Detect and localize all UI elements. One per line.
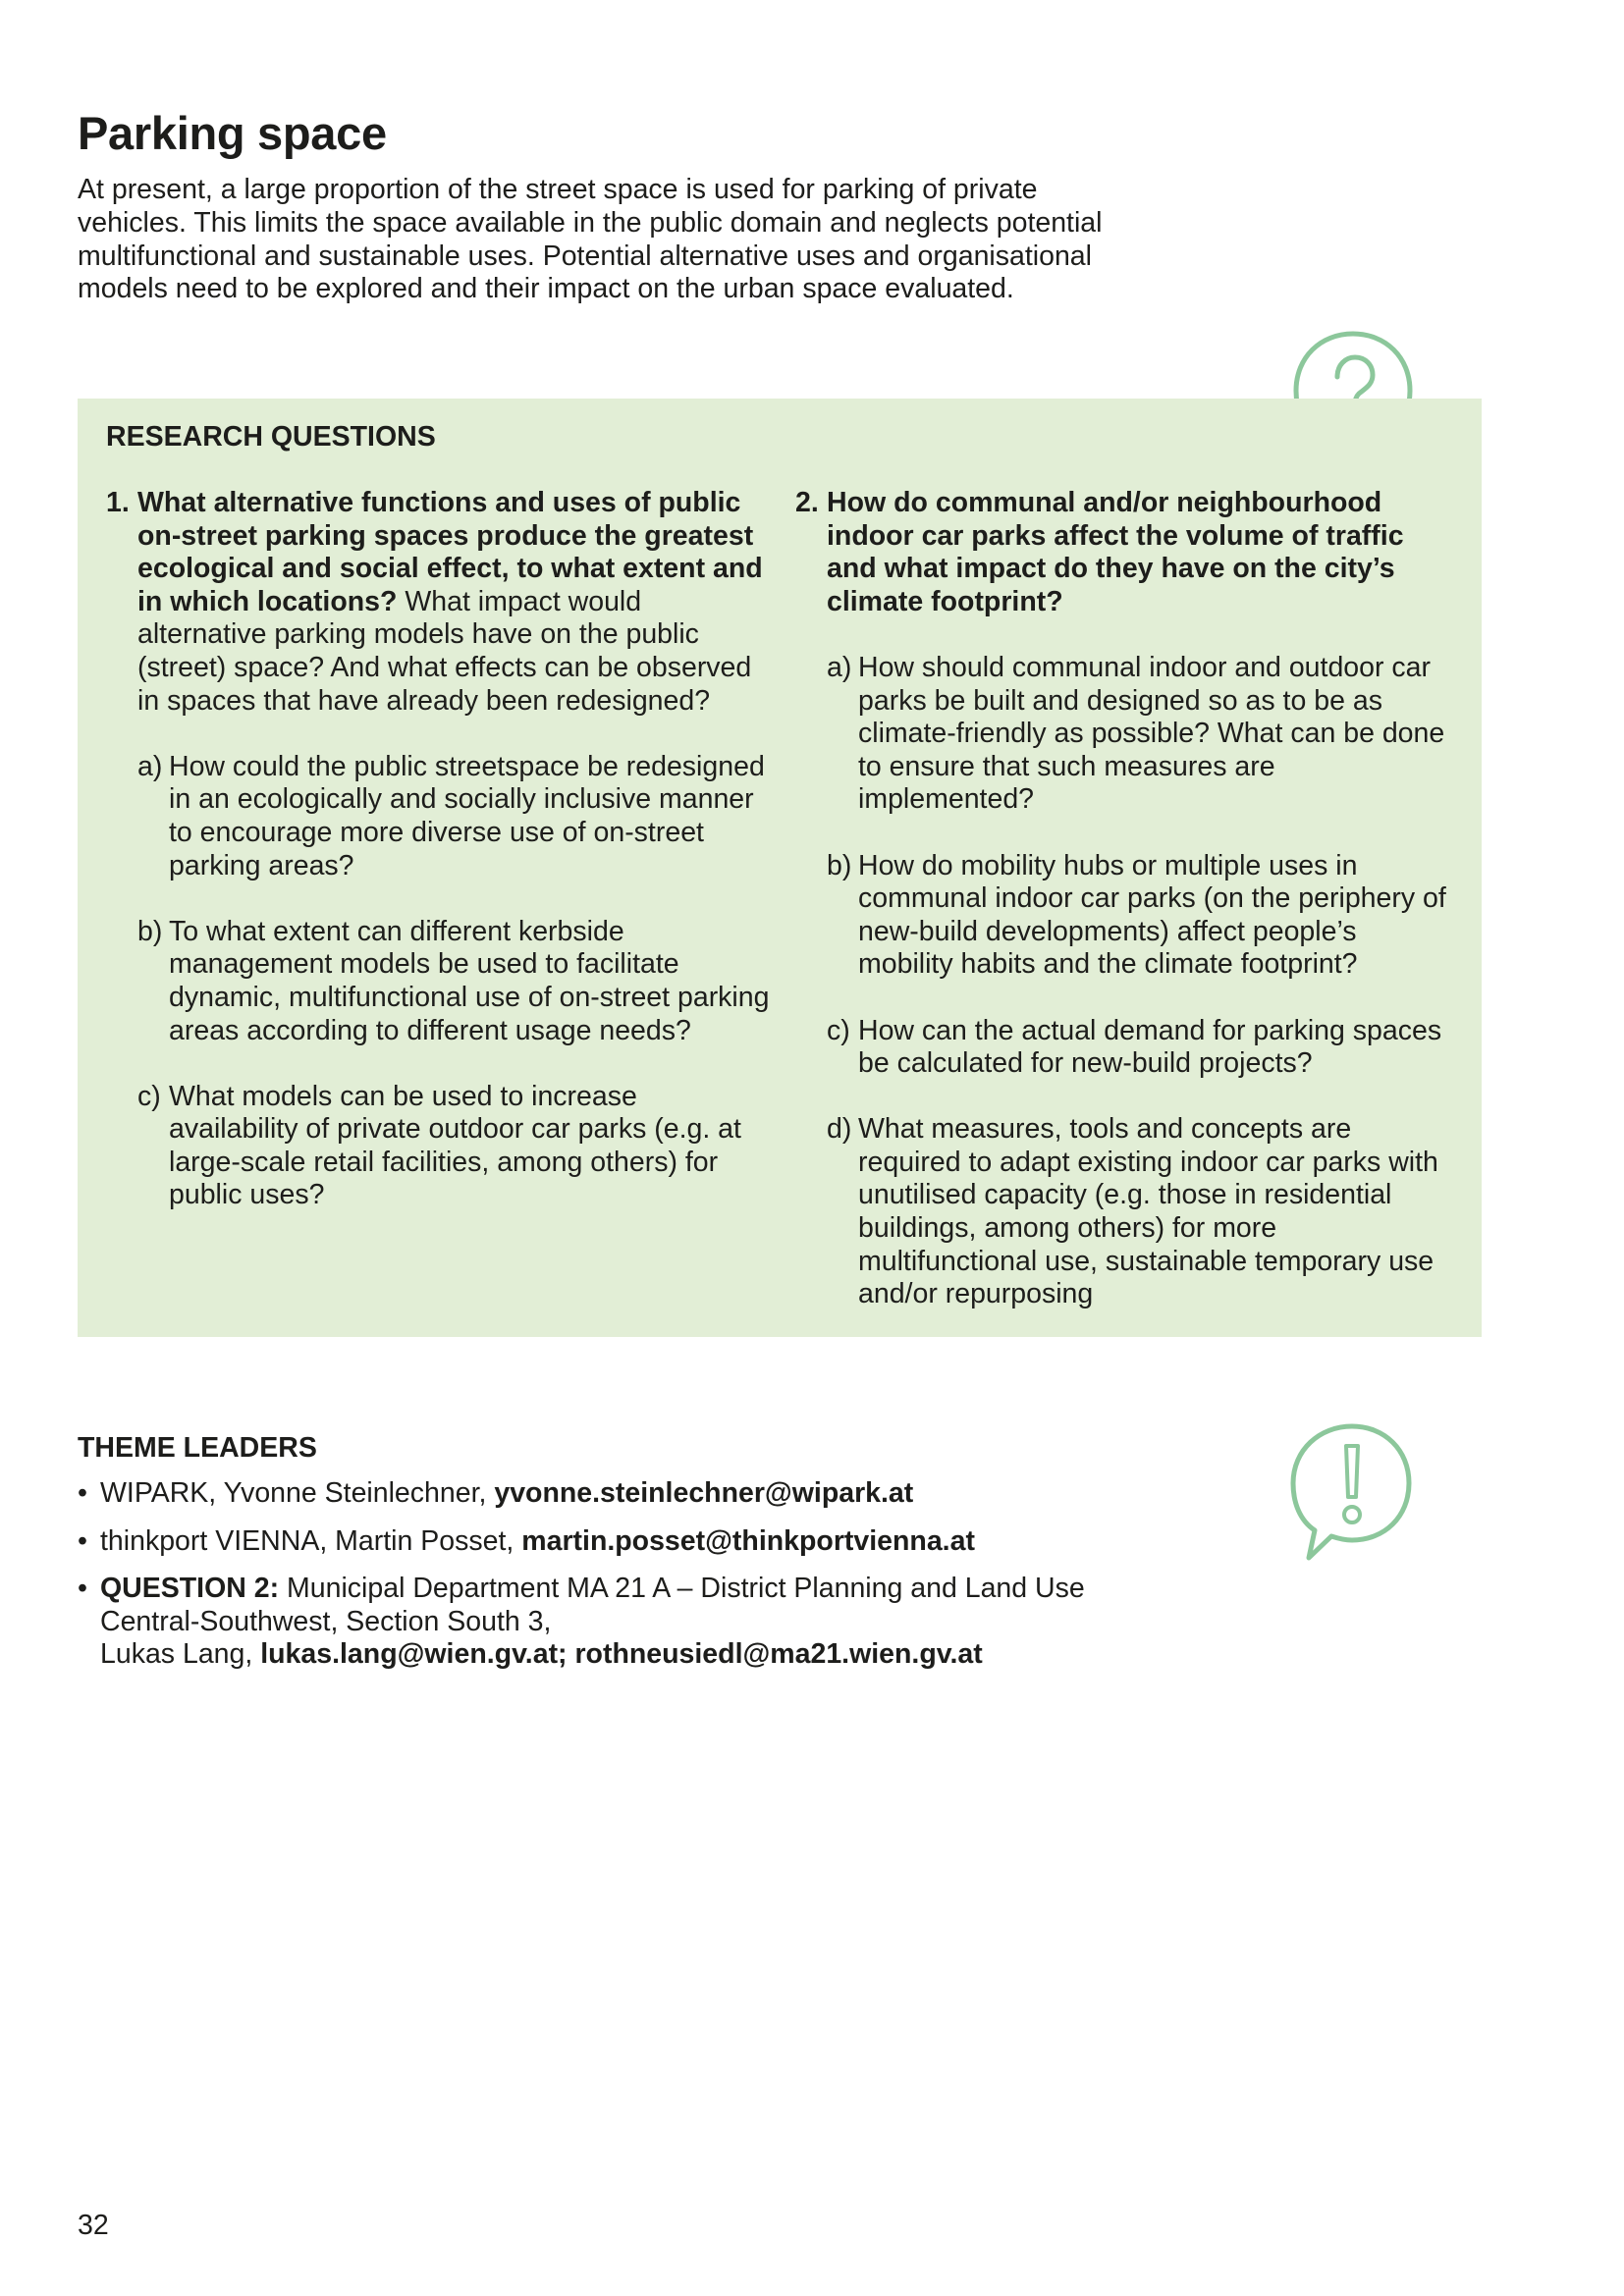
sub-question-text: What measures, tools and concepts are required to adapt existing indoor car parks with unutilised capacity (e.g. those in residential buildings, among others) for more multifunctional use, sustainable temporary use and/or repurposing: [858, 1113, 1438, 1310]
question-1: [106, 487, 774, 1212]
bullet: •: [78, 1477, 87, 1509]
research-questions-heading: RESEARCH QUESTIONS: [106, 421, 436, 453]
question-2: [795, 487, 1453, 1311]
sub-question: [827, 1113, 1453, 1311]
page-title: Parking space: [78, 107, 387, 159]
leader-item: [78, 1573, 1256, 1672]
leader-org: Municipal Department MA 21 A – District Planning and Land Use: [279, 1573, 1085, 1605]
question-1-title: What alternative functions and uses of public on-street parking spaces produce the greatest ecological and social effect, to what extent and in which locations?: [137, 487, 763, 617]
sub-question-letter: b): [137, 915, 163, 947]
exclamation-speech-bubble-icon: [1287, 1422, 1413, 1562]
leader-item: [78, 1477, 1256, 1511]
sub-question-text: How could the public streetspace be redesigned in an ecologically and socially inclusive manner to encourage more diverse use of on-street parking areas?: [169, 750, 765, 881]
research-questions-box: [78, 399, 1482, 1337]
sub-question-letter: a): [137, 750, 163, 782]
theme-leaders-list: [78, 1477, 1256, 1686]
leader-label: QUESTION 2:: [100, 1573, 280, 1605]
leader-email-link[interactable]: lukas.lang@wien.gv.at; rothneusiedl@ma21.wien.gv.at: [260, 1638, 983, 1671]
leader-name: Lukas Lang,: [100, 1638, 261, 1671]
question-1-text: What impact would alternative parking models have on the public (street) space? And what effects can be observed in spaces that have already been redesigned?: [137, 585, 752, 717]
bullet: •: [78, 1573, 87, 1605]
sub-question-text: How do mobility hubs or multiple uses in communal indoor car parks (on the periphery of new-build developments) affect people’s mobility habits and the climate footprint?: [858, 849, 1446, 981]
sub-question-letter: b): [827, 849, 852, 881]
question-2-title: How do communal and/or neighbourhood indoor car parks affect the volume of traffic and what impact do they have on the city’s climate footprint?: [827, 487, 1404, 617]
intro-paragraph: At present, a large proportion of the street space is used for parking of private vehicles. This limits the space available in the public domain and neglects potential multifunctional and sustainable uses. Potential alternative uses and organisational models need to be explored and their impact on the urban space evaluated.: [78, 174, 1103, 305]
leader-name: WIPARK, Yvonne Steinlechner,: [100, 1477, 495, 1509]
bullet: •: [78, 1524, 87, 1557]
sub-question: [827, 652, 1453, 817]
sub-question-letter: a): [827, 651, 852, 683]
leader-org-section: Central-Southwest, Section South 3,: [100, 1605, 552, 1637]
page-number: 32: [78, 2210, 109, 2241]
sub-question: [827, 850, 1453, 982]
sub-question-text: To what extent can different kerbside management models be used to facilitate dynamic, multifunctional use of on-street parking areas according to different usage needs?: [169, 915, 770, 1046]
sub-question-text: How can the actual demand for parking spaces be calculated for new-build projects?: [858, 1014, 1442, 1080]
sub-question-text: How should communal indoor and outdoor car parks be built and designed so as to be as climate-friendly as possible? What can be done to ensure that such measures are implemented?: [858, 651, 1445, 816]
sub-question-letter: c): [827, 1014, 850, 1046]
sub-question-letter: d): [827, 1113, 852, 1146]
sub-question-letter: c): [137, 1080, 161, 1112]
question-1-number: 1.: [106, 487, 130, 518]
sub-question: [137, 1081, 774, 1212]
leader-email-link[interactable]: yvonne.steinlechner@wipark.at: [494, 1477, 914, 1509]
leader-name: thinkport VIENNA, Martin Posset,: [100, 1524, 522, 1557]
leader-item: [78, 1525, 1256, 1559]
question-2-number: 2.: [795, 487, 819, 518]
sub-question: [137, 751, 774, 882]
leader-email-link[interactable]: martin.posset@thinkportvienna.at: [521, 1524, 975, 1557]
sub-question-text: What models can be used to increase availability of private outdoor car parks (e.g. at large-scale retail facilities, among others) for public uses?: [169, 1080, 741, 1211]
theme-leaders-heading: THEME LEADERS: [78, 1432, 317, 1464]
sub-question: [827, 1015, 1453, 1081]
sub-question: [137, 916, 774, 1047]
